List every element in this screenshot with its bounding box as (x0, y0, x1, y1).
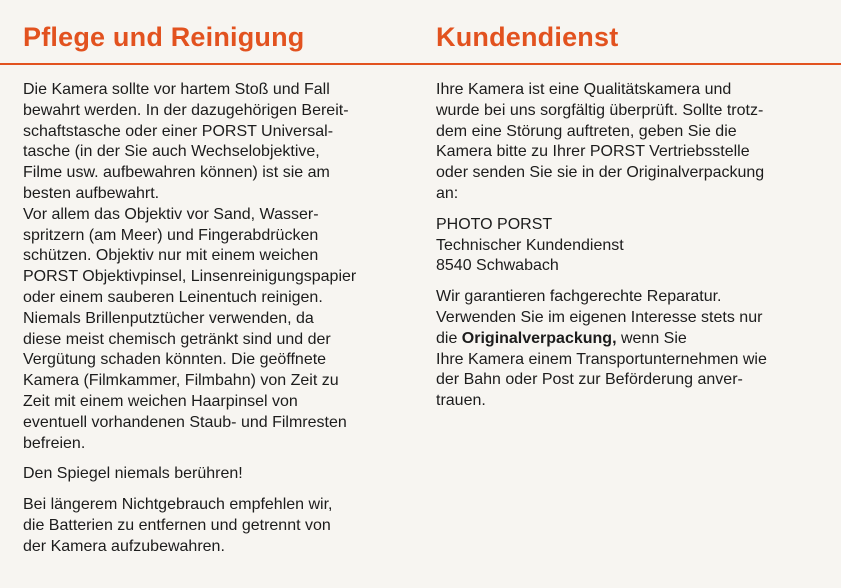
text-line: befreien. (23, 434, 86, 452)
text-line: Die Kamera sollte vor hartem Stoß und Fall (23, 81, 330, 98)
text-line: schaftstasche oder einer PORST Universal- (23, 122, 334, 140)
text-line: oder einem sauberen Leinentuch reinigen. (23, 288, 323, 306)
right-column (436, 80, 831, 412)
service-paragraph-3 (436, 287, 831, 412)
text-line: oder senden Sie sie in der Originalverpackung (436, 164, 765, 182)
text-line: schützen. Objektiv nur mit einem weichen (23, 247, 319, 265)
care-paragraph-2 (23, 205, 418, 455)
text-line: der Kamera aufzubewahren. (23, 537, 225, 555)
original-packaging-emphasis: Originalverpackung, (461, 329, 617, 347)
text-line: Ihre Kamera einem Transportunternehmen wie (436, 350, 767, 368)
text-line: an: (436, 184, 459, 202)
care-paragraph-4 (23, 495, 418, 557)
text-line: dem eine Störung auftreten, geben Sie die (436, 122, 737, 140)
text-line: die Batterien zu entfernen und getrennt von (23, 516, 331, 534)
text-line: Bei längerem Nichtgebrauch empfehlen wir, (23, 496, 333, 514)
text-line: Den Spiegel niemals berühren! (23, 465, 243, 483)
left-column (23, 80, 418, 558)
service-paragraph-1 (436, 80, 831, 205)
text-line: Kamera bitte zu Ihrer PORST Vertriebsstelle (436, 143, 750, 161)
service-address (436, 215, 831, 277)
text-line: wurde bei uns sorgfältig überprüft. Sollte trotz- (436, 101, 764, 119)
text-line: trauen. (436, 392, 486, 410)
heading-rule (0, 63, 841, 65)
service-line-pre: die (436, 329, 462, 347)
service-line-post: wenn Sie (616, 329, 687, 347)
text-line: Kamera (Filmkammer, Filmbahn) von Zeit zu (23, 372, 339, 390)
text-line: spritzern (am Meer) und Fingerabdrücken (23, 226, 319, 244)
text-line: Niemals Brillenputztücher verwenden, da (23, 309, 314, 327)
care-paragraph-3 (23, 464, 418, 485)
text-line: eventuell vorhandenen Staub- und Filmresten (23, 413, 347, 431)
text-line: Zeit mit einem weichen Haarpinsel von (23, 392, 298, 410)
service-paragraph-3-rest (436, 351, 767, 410)
text-line: besten aufbewahrt. (23, 184, 160, 202)
service-line: Wir garantieren fachgerechte Reparatur. (436, 288, 722, 306)
text-line: bewahrt werden. In der dazugehörigen Bereit- (23, 101, 349, 119)
text-line: Vergütung schaden könnten. Die geöffnete (23, 351, 327, 369)
text-line: Technischer Kundendienst (436, 236, 624, 254)
text-line: Vor allem das Objektiv vor Sand, Wasser- (23, 205, 319, 223)
text-line: PORST Objektivpinsel, Linsenreinigungspapier (23, 268, 357, 286)
text-line: 8540 Schwabach (436, 257, 559, 275)
heading-customer-service: Kundendienst (436, 22, 619, 52)
text-line: PHOTO PORST (436, 215, 553, 233)
text-line: Filme usw. aufbewahren können) ist sie am (23, 164, 330, 182)
text-line: diese meist chemisch getränkt sind und der (23, 330, 331, 348)
text-line: tasche (in der Sie auch Wechselobjektive, (23, 143, 320, 161)
heading-care-cleaning: Pflege und Reinigung (23, 22, 305, 52)
care-paragraph-1 (23, 80, 418, 205)
service-line: Verwenden Sie im eigenen Interesse stets nur (436, 308, 763, 326)
text-line: der Bahn oder Post zur Beförderung anver- (436, 371, 743, 389)
text-line: Ihre Kamera ist eine Qualitätskamera und (436, 81, 732, 98)
